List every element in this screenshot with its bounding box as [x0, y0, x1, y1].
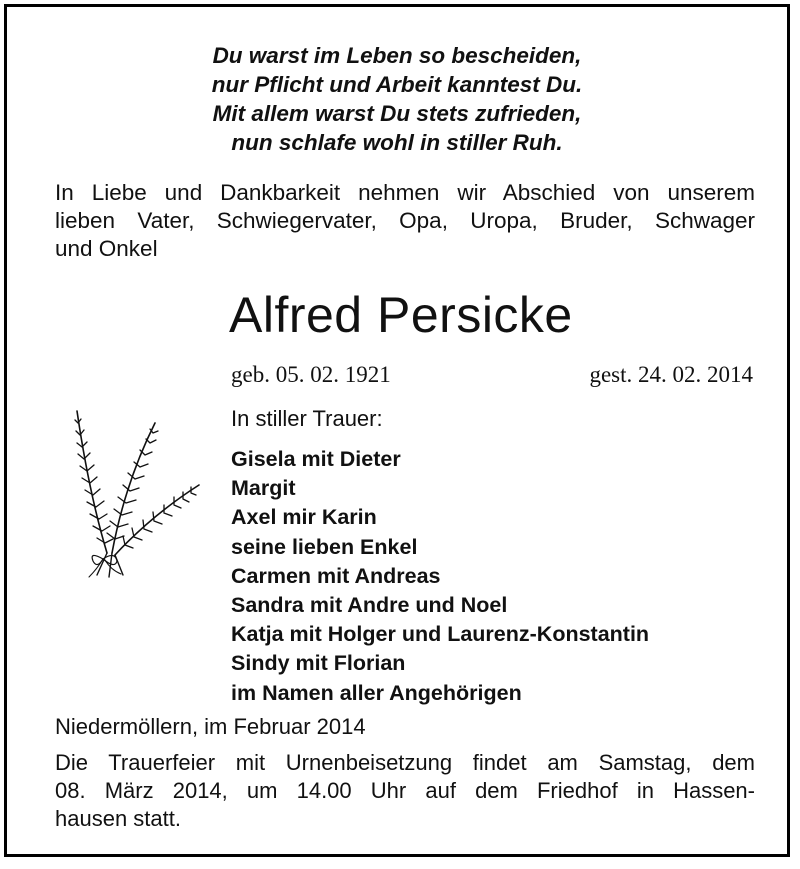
mourner-name: seine lieben Enkel: [231, 534, 418, 559]
mourner-name: Gisela mit Dieter: [231, 447, 401, 471]
mourning-label: In stiller Trauer:: [231, 406, 383, 431]
birth-date: geb. 05. 02. 1921: [231, 362, 391, 387]
mourner-name: Katja mit Holger und Laurenz-Konstantin: [231, 622, 650, 647]
mourner-name: Axel mir Karin: [231, 505, 377, 530]
mourner-name: Sindy mit Florian: [231, 651, 406, 676]
intro-line: lieben Vater, Schwiegervater, Opa, Uropa, Bruder, Schwager: [55, 208, 755, 233]
funeral-info: [55, 749, 755, 833]
mourner-name: Margit: [231, 476, 296, 501]
obituary-notice: [4, 4, 790, 857]
mourner-name: im Namen aller Angehörigen: [231, 680, 522, 705]
poem-line: nur Pflicht und Arbeit kanntest Du.: [211, 72, 583, 97]
mourners-list: [231, 445, 649, 708]
intro-line: In Liebe und Dankbarkeit nehmen wir Abschied von unserem: [55, 180, 755, 205]
poem-line: Mit allem warst Du stets zufrieden,: [212, 101, 582, 126]
funeral-line: 08. März 2014, um 14.00 Uhr auf dem Friedhof in Hassen-: [55, 778, 755, 803]
poem-line: nun schlafe wohl in stiller Ruh.: [231, 130, 563, 155]
funeral-line: hausen statt.: [55, 806, 181, 831]
fern-bouquet-icon: [67, 403, 207, 583]
poem-line: Du warst im Leben so bescheiden,: [212, 43, 582, 68]
mourner-name: Sandra mit Andre und Noel: [231, 593, 508, 618]
intro-line: und Onkel: [55, 236, 158, 261]
deceased-name: Alfred Persicke: [229, 287, 573, 343]
mourner-name: Carmen mit Andreas: [231, 563, 441, 588]
place-and-date: Niedermöllern, im Februar 2014: [55, 714, 366, 739]
farewell-intro: [55, 179, 755, 263]
death-date: gest. 24. 02. 2014: [589, 362, 753, 387]
memorial-poem: [7, 41, 787, 157]
funeral-line: Die Trauerfeier mit Urnenbeisetzung findet am Samstag, dem: [55, 750, 755, 775]
